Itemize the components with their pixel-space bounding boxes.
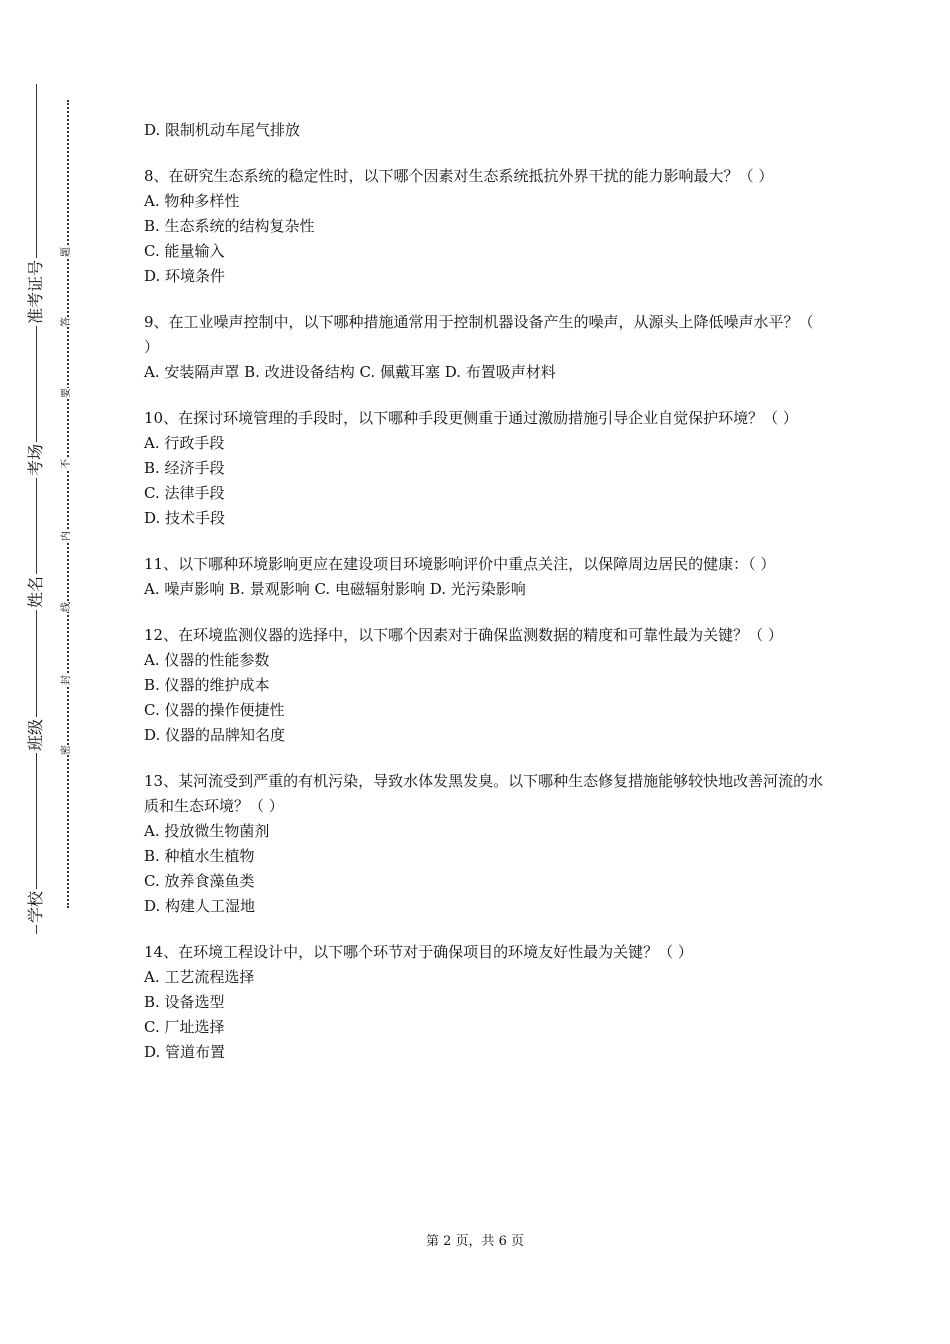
seal-char: 要 [61, 388, 72, 398]
question-14 [144, 940, 824, 1065]
field-exam-room: 考场 [26, 443, 45, 477]
option: C. 厂址选择 [144, 1018, 225, 1036]
option: A. 行政手段 [144, 434, 225, 452]
option: B. 种植水生植物 [144, 847, 255, 865]
option: D. 管道布置 [144, 1043, 226, 1061]
option: C. 法律手段 [144, 484, 225, 502]
options-inline: A. 安装隔声罩 B. 改进设备结构 C. 佩戴耳塞 D. 布置吸声材料 [144, 363, 556, 381]
seal-dotted-line [67, 100, 69, 908]
seal-char: 内 [61, 531, 72, 541]
options-inline: A. 噪声影响 B. 景观影响 C. 电磁辐射影响 D. 光污染影响 [144, 580, 526, 598]
option: B. 设备选型 [144, 993, 225, 1011]
option: A. 工艺流程选择 [144, 968, 255, 986]
question-8 [144, 164, 824, 289]
option: D. 环境条件 [144, 267, 226, 285]
binding-margin [0, 0, 110, 1344]
option: D. 技术手段 [144, 509, 226, 527]
field-exam-number: 准考证号 [26, 259, 45, 325]
question-stem: 9、在工业噪声控制中，以下哪种措施通常用于控制机器设备产生的噪声，从源头上降低噪声水平？（ ） [144, 313, 814, 356]
question-stem: 11、以下哪种环境影响更应在建设项目环境影响评价中重点关注，以保障周边居民的健康：（ ） [144, 555, 776, 573]
option: C. 仪器的操作便捷性 [144, 701, 285, 719]
question-stem: 12、在环境监测仪器的选择中，以下哪个因素对于确保监测数据的精度和可靠性最为关键？（ ） [144, 626, 783, 644]
seal-char: 答 [61, 317, 72, 327]
option: D. 仪器的品牌知名度 [144, 726, 286, 744]
question-11 [144, 552, 824, 602]
question-12 [144, 623, 824, 748]
question-stem: 13、某河流受到严重的有机污染，导致水体发黑发臭。以下哪种生态修复措施能够较快地改善河流的水质和生态环境？（ ） [144, 772, 824, 815]
question-list [144, 118, 824, 1086]
question-7-tail [144, 118, 824, 143]
option: D. 限制机动车尾气排放 [144, 121, 301, 139]
option: B. 生态系统的结构复杂性 [144, 217, 315, 235]
seal-char: 封 [61, 675, 72, 685]
option: A. 仪器的性能参数 [144, 651, 270, 669]
question-10 [144, 406, 824, 531]
seal-char: 密 [61, 745, 72, 755]
option: A. 投放微生物菌剂 [144, 822, 270, 840]
field-school: 学校 [26, 890, 45, 924]
field-class: 班级 [26, 718, 45, 752]
seal-char: 题 [61, 247, 72, 257]
question-stem: 10、在探讨环境管理的手段时，以下哪种手段更侧重于通过激励措施引导企业自觉保护环境？（ ） [144, 409, 798, 427]
option: D. 构建人工湿地 [144, 897, 256, 915]
question-stem: 8、在研究生态系统的稳定性时，以下哪个因素对生态系统抵抗外界干扰的能力影响最大？（ ） [144, 167, 774, 185]
option: B. 经济手段 [144, 459, 225, 477]
seal-char: 线 [61, 602, 72, 612]
option: B. 仪器的维护成本 [144, 676, 270, 694]
question-9 [144, 310, 824, 385]
option: A. 物种多样性 [144, 192, 240, 210]
question-stem: 14、在环境工程设计中，以下哪个环节对于确保项目的环境友好性最为关键？（ ） [144, 943, 693, 961]
question-13 [144, 769, 824, 919]
field-name: 姓名 [26, 575, 45, 609]
binding-solid-line [36, 84, 37, 934]
page-footer: 第 2 页，共 6 页 [425, 1234, 525, 1249]
seal-char: 不 [61, 459, 72, 469]
option: C. 能量输入 [144, 242, 225, 260]
option: C. 放养食藻鱼类 [144, 872, 255, 890]
